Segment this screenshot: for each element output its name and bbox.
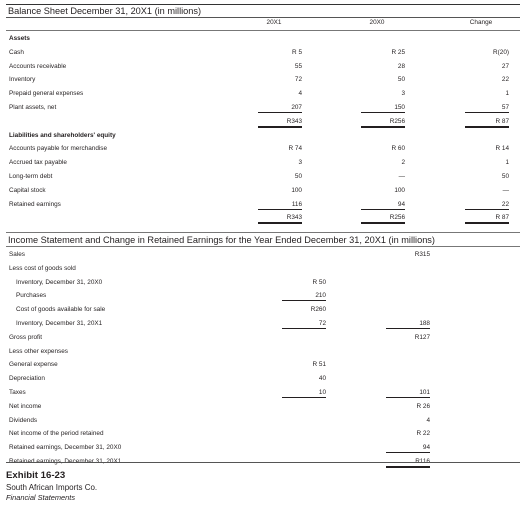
row-label: General expense [9,361,58,369]
income-statement-row [6,427,520,441]
income-statement-row [6,317,520,331]
cell-20x1: 72 [294,76,302,84]
balance-sheet-row [6,101,520,115]
cell-20x1: R343 [258,117,302,128]
cell-20x0: R256 [361,213,405,224]
cell-total: 94 [386,443,430,453]
balance-sheet-row [6,115,520,129]
income-statement-row [6,276,520,290]
row-label: Sales [9,251,25,258]
cell-20x0: R256 [361,117,405,128]
balance-sheet-row [6,156,520,170]
cell-20x0: 2 [401,159,405,167]
row-label: Assets [9,35,30,42]
cell-detail: R 51 [312,361,326,369]
cell-change: 50 [501,172,509,180]
balance-sheet-title-rule [6,17,520,18]
cell-detail: R 50 [312,278,326,286]
cell-detail: R260 [310,306,326,314]
header-rule [6,30,520,31]
cell-detail: 10 [282,388,326,398]
row-label: Capital stock [9,186,46,194]
row-label: Depreciation [9,375,45,383]
cell-20x0: 50 [397,76,405,84]
cell-total: R127 [414,333,430,341]
cell-20x1: R 5 [292,48,302,56]
cell-detail: 72 [282,319,326,329]
cell-change: 22 [501,76,509,84]
row-label: Accounts payable for merchandise [9,145,108,153]
row-label: Net income of the period retained [9,430,104,438]
row-label: Purchases [16,292,47,300]
income-statement-row [6,248,520,262]
cell-20x0: — [398,172,405,180]
cell-total: 188 [386,319,430,329]
cell-total: 101 [386,388,430,398]
exhibit-caption: Financial Statements [6,493,76,502]
cell-20x1: 50 [294,172,302,180]
cell-total: R116 [386,457,430,468]
balance-sheet-row [6,184,520,198]
exhibit-rule [6,462,520,463]
cell-20x1: R 74 [288,145,302,153]
row-label: Taxes [9,388,26,396]
income-title-rule-top [6,232,520,233]
income-statement-row [6,289,520,303]
row-label: Accrued tax payable [9,159,67,167]
cell-total: 4 [426,416,430,424]
balance-sheet-row [6,60,520,74]
header-change: Change [469,19,493,26]
row-label: Retained earnings, December 31, 20X0 [9,444,122,452]
cell-20x1: 4 [298,90,302,98]
income-statement-row [6,262,520,276]
cell-20x0: 28 [397,62,405,70]
cell-20x0: 150 [361,103,405,113]
row-label: Less cost of goods sold [9,264,76,272]
cell-change: 22 [465,200,509,210]
cell-total: R 22 [416,430,430,438]
exhibit-company: South African Imports Co. [6,483,98,492]
cell-20x1: 3 [298,159,302,167]
cell-20x0: 3 [401,90,405,98]
row-label: Prepaid general expenses [9,90,84,98]
cell-change: R(20) [493,48,509,56]
cell-change: 1 [505,159,509,167]
balance-sheet-row [6,170,520,184]
row-label: Cash [9,48,24,56]
cell-total: R315 [414,251,430,258]
row-label: Net income [9,402,42,410]
balance-sheet-row [6,129,520,143]
row-label: Inventory [9,76,36,84]
income-statement-table [6,248,520,469]
income-statement-row [6,441,520,455]
income-statement-row [6,358,520,372]
row-label: Cost of goods available for sale [16,306,106,314]
income-statement-row [6,414,520,428]
income-statement-row [6,331,520,345]
balance-sheet-title: Balance Sheet December 31, 20X1 (in millions) [8,6,202,16]
cell-20x1: 116 [258,200,302,210]
row-label: Long-term debt [9,172,53,180]
balance-sheet-row [6,73,520,87]
row-label: Gross profit [9,333,43,341]
row-label: Dividends [9,416,38,424]
income-statement-row [6,303,520,317]
income-statement-row [6,400,520,414]
income-statement-title: Income Statement and Change in Retained Earnings for the Year Ended December 31, 20X1 (in millions) [8,235,435,245]
balance-sheet-row [6,142,520,156]
cell-20x1: 55 [294,62,302,70]
cell-20x0: 94 [361,200,405,210]
balance-sheet-row [6,211,520,225]
balance-sheet-row [6,46,520,60]
row-label: Plant assets, net [9,103,57,111]
row-label: Retained earnings [9,200,61,208]
cell-detail: 210 [282,291,326,301]
cell-change: R 87 [465,213,509,224]
income-statement-row [6,386,520,400]
cell-total: R 26 [416,402,430,410]
cell-change: 57 [465,103,509,113]
header-20x1: 20X1 [266,19,282,26]
cell-20x1: 100 [291,186,302,194]
row-label: Less other expenses [9,347,68,355]
cell-change: — [502,186,509,194]
balance-sheet-row [6,198,520,212]
row-label: Accounts receivable [9,62,67,70]
balance-sheet-table [6,32,520,225]
cell-change: 1 [505,90,509,98]
row-label: Inventory, December 31, 20X1 [16,319,103,327]
cell-20x1: R343 [258,213,302,224]
income-title-rule-bottom [6,246,520,247]
row-label: Inventory, December 31, 20X0 [16,278,103,286]
cell-change: 27 [501,62,509,70]
header-20x0: 20X0 [369,19,385,26]
exhibit-number: Exhibit 16-23 [6,470,66,481]
cell-20x0: R 25 [391,48,405,56]
balance-sheet-row [6,87,520,101]
income-statement-row [6,345,520,359]
cell-change: R 87 [465,117,509,128]
cell-detail: 40 [318,375,326,383]
cell-change: R 14 [495,145,509,153]
row-label: Liabilities and shareholders' equity [9,131,116,139]
row-label: Retained earnings, December 31, 20X1 [9,457,122,465]
cell-20x1: 207 [258,103,302,113]
balance-sheet-row [6,32,520,46]
cell-20x0: 100 [394,186,405,194]
cell-20x0: R 60 [391,145,405,153]
income-statement-row [6,372,520,386]
